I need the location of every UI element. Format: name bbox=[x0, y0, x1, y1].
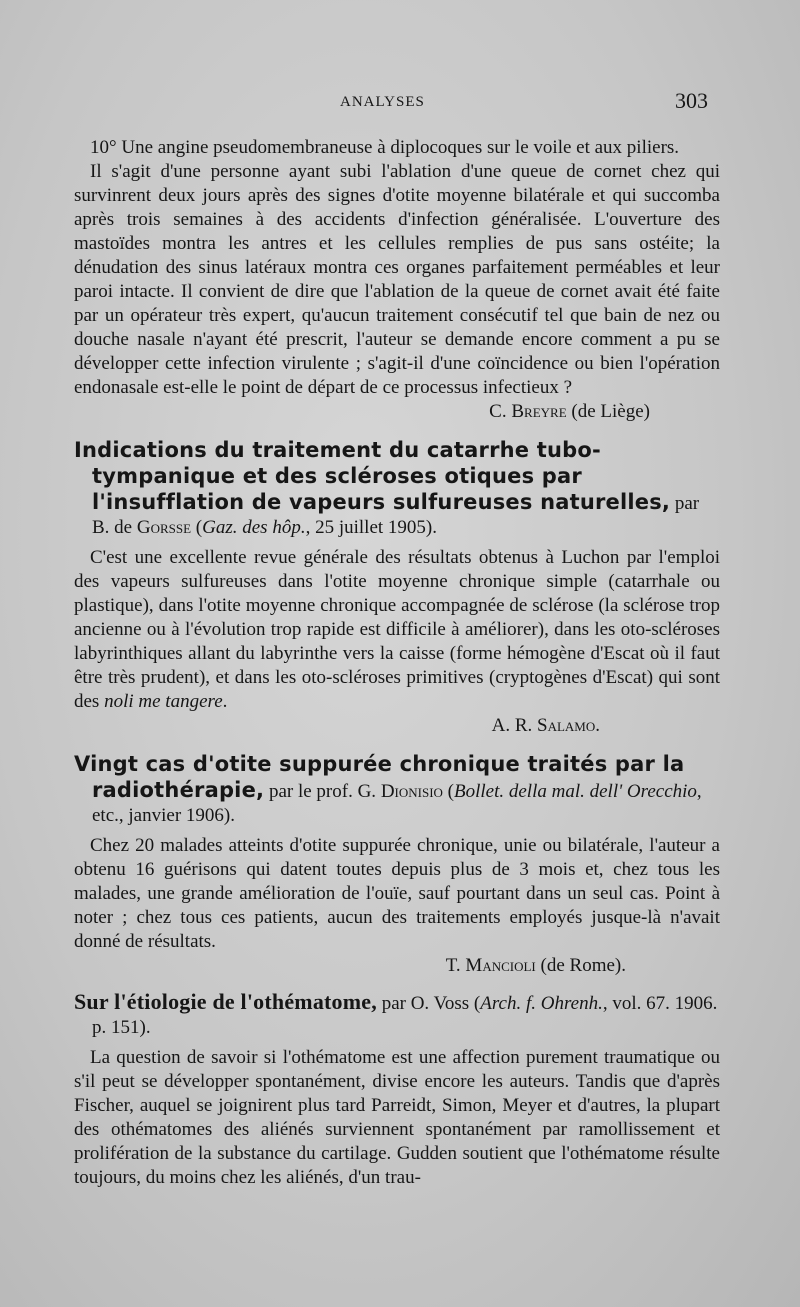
article-ref: , 25 juillet 1905). bbox=[305, 517, 437, 538]
signature-initial: A. R. bbox=[491, 715, 533, 736]
article-sulfureuses bbox=[74, 438, 720, 738]
article-title: Vingt cas d'otite suppurée chronique traités par la radiothérapie, bbox=[74, 752, 685, 802]
article-body-italic: noli me tangere bbox=[104, 691, 223, 712]
body-paragraph: Il s'agit d'une personne ayant subi l'ablation d'une queue de cornet chez qui survinrent deux jours après des signes d'otite moyenne bilatérale et qui succomba après trois semaines à des accidents d'infection généralisée. L'ouverture des mastoïdes montra les antres et les cellules remplies de pus sans ostéite; la dénudation des sinus latéraux montra ces organes parfaitement perméables et leur paroi intacte. Il convient de dire que l'ablation de la queue de cornet avait été faite par un opérateur très expert, qu'aucun traitement consécutif tel que bain de nez ou douche nasale n'ayant été prescrit, l'auteur se demande encore comment a pu se développer cette infection virulente ; s'agit-il d'une coïncidence ou bien l'opération endonasale est-elle le point de départ de ce processus infectieux ? bbox=[74, 161, 720, 398]
article-author: Dionisio bbox=[380, 781, 443, 802]
signature bbox=[74, 400, 720, 424]
article-heading bbox=[74, 438, 720, 540]
article-par: par O. Voss bbox=[381, 993, 470, 1014]
signature-initial: C. bbox=[489, 401, 507, 422]
article-body: Chez 20 malades atteints d'otite suppurée chronique, unie ou bilatérale, l'auteur a obtenu 16 guérisons qui datent toutes depuis plus de 3 mois et, chez tous les malades, une grande amélioration de l'ouïe, sauf pourtant dans un seul cas. Point à noter ; chez tous ces patients, aucun des traitements employés jusque-là n'avait donné de résultats. bbox=[74, 835, 720, 952]
article-journal: Bollet. della mal. dell' Orecchio bbox=[454, 781, 697, 802]
signature-place: (de Rome). bbox=[540, 955, 626, 976]
lead-paragraph: 10° Une angine pseudomembraneuse à diplocoques sur le voile et aux piliers. bbox=[90, 137, 680, 158]
signature bbox=[74, 714, 720, 738]
running-head: ANALYSES bbox=[340, 94, 425, 110]
signature bbox=[74, 954, 720, 978]
page-number: 303 bbox=[675, 88, 708, 113]
article-ref-open: ( bbox=[447, 781, 454, 802]
article-ref-open: ( bbox=[195, 517, 203, 538]
article-othematome bbox=[74, 990, 720, 1190]
section-angine bbox=[74, 136, 720, 424]
article-ref: , etc., janvier 1906). bbox=[92, 781, 702, 826]
article-title: Indications du traitement du catarrhe tubo-tympanique et des scléroses otiques par l'insufflation de vapeurs sulfureuses naturelles, bbox=[74, 438, 671, 514]
article-title: Sur l'étiologie de l'othématome, bbox=[74, 989, 377, 1014]
article-par: par B. de bbox=[92, 493, 700, 538]
article-ref: , vol. 67. 1906. p. 151). bbox=[92, 993, 718, 1038]
page-body bbox=[74, 136, 720, 1190]
article-body-text: C'est une excellente revue générale des résultats obtenus à Luchon par l'emploi des vapeurs sulfureuses dans l'otite moyenne chronique simple (catarrhale ou plastique), dans l'otite moyenne chronique accompagnée de sclérose (la sclérose trop ancienne ou à l'évolution trop rapide est difficile à améliorer), dans les oto-scléroses labyrinthiques allant du labyrinthe vers la caisse (forme hémogène d'Escat où il faut être très prudent), et dans les oto-scléroses primitives (cryptogènes d'Escat) qui sont des bbox=[74, 547, 720, 712]
article-ref-open: ( bbox=[473, 993, 481, 1014]
article-heading bbox=[74, 752, 720, 828]
article-body-end: . bbox=[222, 691, 228, 712]
signature-name: Breyre bbox=[511, 401, 567, 422]
article-par: par le prof. G. bbox=[268, 781, 377, 802]
article-radiotherapie bbox=[74, 752, 720, 978]
signature-initial: T. bbox=[445, 955, 461, 976]
article-heading bbox=[74, 990, 720, 1040]
signature-place: (de Liège) bbox=[571, 401, 650, 422]
article-journal: Arch. f. Ohrenh. bbox=[480, 993, 603, 1014]
article-journal: Gaz. des hôp. bbox=[202, 517, 306, 538]
article-body bbox=[74, 546, 720, 714]
signature-name: Salamo. bbox=[537, 715, 600, 736]
article-body: La question de savoir si l'othématome est une affection purement traumatique ou s'il peut se développer spontanément, divise encore les auteurs. Tandis que d'après Fischer, auquel se joignirent plus tard Parreidt, Simon, Meyer et d'autres, la plupart des othématomes des aliénés surviennent spontanément par ramollissement et prolifération de la substance du cartilage. Gudden soutient que l'othématome résulte toujours, du moins chez les aliénés, d'un trau- bbox=[74, 1047, 720, 1188]
signature-name: Mancioli bbox=[465, 955, 536, 976]
article-author: Gorsse bbox=[136, 517, 192, 538]
page-header bbox=[0, 88, 800, 122]
